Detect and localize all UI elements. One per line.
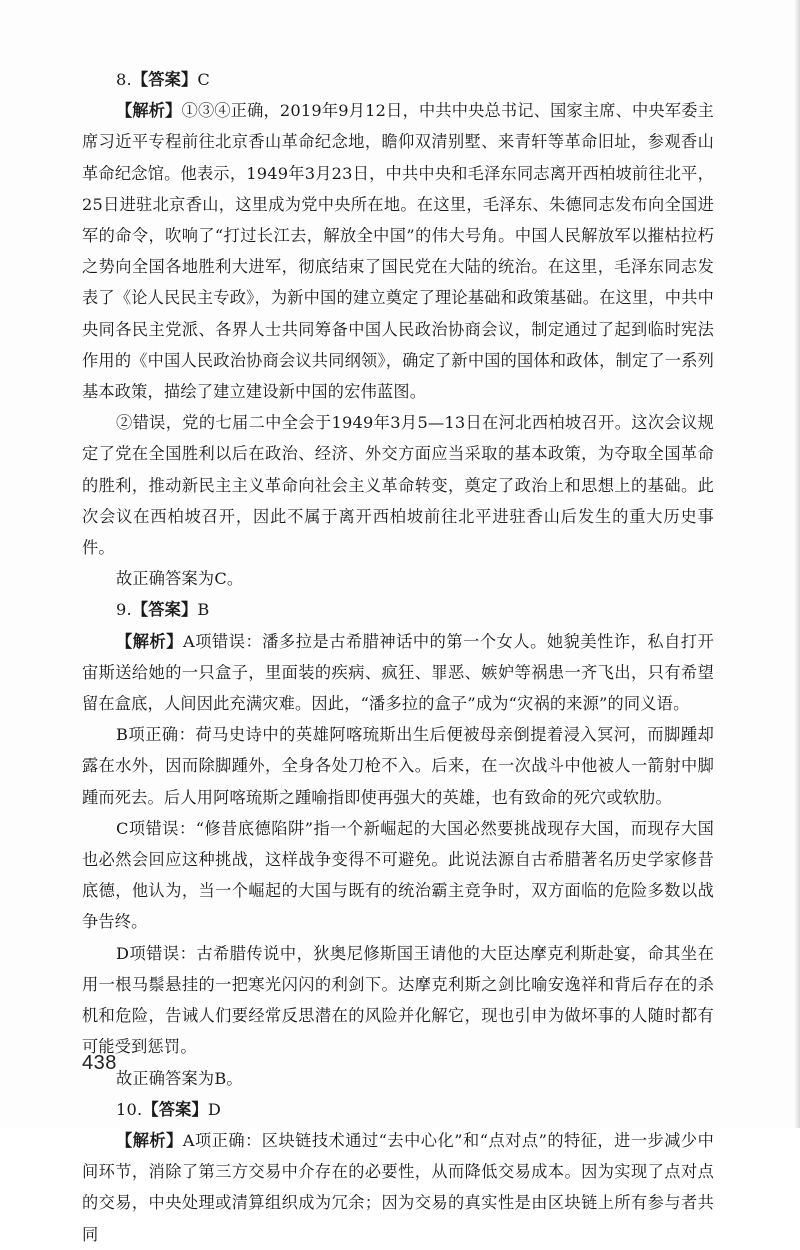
scan-edge-shadow — [794, 0, 800, 1128]
q8-number: 8. — [116, 70, 132, 89]
q9-answer-tag: 【答案】 — [131, 600, 198, 620]
q10-option-a-text: A项正确：区块链技术通过“去中心化”和“点对点”的特征，进一步减少中间环节，消除了第三方交易中介存在的必要性，从而降低交易成本。因为实现了点对点的交易，中央处理或清算组织成为冗余；因为交易的真实性是由区块链上所有参与者共同 — [82, 1130, 714, 1244]
q10-answer: D — [207, 1099, 222, 1119]
q9-answer: B — [197, 600, 210, 620]
q9-option-a-text: A项错误：潘多拉是古希腊神话中的第一个女人。她貌美性诈，私自打开宙斯送给她的一只盒子，里面装的疾病、疯狂、罪恶、嫉妒等祸患一齐飞出，只有希望留在盒底，人间因此充满灾难。因此，“潘多拉的盒子”成为“灾祸的来源”的同义语。 — [82, 631, 714, 714]
q8-analysis-p1 — [82, 95, 714, 407]
q8-answer-line — [82, 64, 714, 95]
q9-answer-line — [82, 594, 714, 625]
answer-content — [82, 64, 714, 1250]
q10-analysis-a — [82, 1125, 714, 1250]
q8-analysis-text-1: ①③④正确，2019年9月12日，中共中央总书记、国家主席、中央军委主席习近平专程前往北京香山革命纪念地，瞻仰双清别墅、来青轩等革命旧址，参观香山革命纪念馆。他表示，1949年3月23日，中共中央和毛泽东同志离开西柏坡前往北平，25日进驻北京香山，这里成为党中央所在地。在这里，毛泽东、朱德同志发布向全国进军的命令，吹响了“打过长江去，解放全中国”的伟大号角。中国人民解放军以摧枯拉朽之势向全国各地胜利大进军，彻底结束了国民党在大陆的统治。在这里，毛泽东同志发表了《论人民民主专政》，为新中国的建立奠定了理论基础和政策基础。在这里，中共中央同各民主党派、各界人士共同筹备中国人民政治协商会议，制定通过了起到临时宪法作用的《中国人民政治协商会议共同纲领》，确定了新中国的国体和政体，制定了一系列基本政策，描绘了建立建设新中国的宏伟蓝图。 — [82, 101, 714, 402]
q9-analysis-tag: 【解析】 — [116, 631, 183, 651]
q8-analysis-tag: 【解析】 — [116, 101, 182, 121]
q8-conclusion: 故正确答案为C。 — [116, 569, 244, 589]
q9-number: 9. — [116, 600, 132, 620]
q10-analysis-tag: 【解析】 — [116, 1130, 183, 1150]
q8-answer-tag: 【答案】 — [131, 70, 198, 89]
q10-number: 10. — [116, 1099, 143, 1119]
q9-analysis-d: D项错误：古希腊传说中，狄奥尼修斯国王请他的大臣达摩克利斯赴宴，命其坐在用一根马鬃悬挂的一把寒光闪闪的利剑下。达摩克利斯之剑比喻安逸祥和背后存在的杀机和危险，告诫人们要经常反思潜在的风险并化解它，现也引申为做坏事的人随时都有可能受到惩罚。 — [82, 943, 714, 1057]
q9-conclusion: 故正确答案为B。 — [116, 1068, 243, 1088]
q9-analysis-a — [82, 626, 714, 720]
q8-answer: C — [197, 70, 211, 89]
q9-analysis-b: B项正确：荷马史诗中的英雄阿喀琉斯出生后便被母亲倒提着浸入冥河，而脚踵却露在水外，因而除脚踵外，全身各处刀枪不入。后来，在一次战斗中他被人一箭射中脚踵而死去。后人用阿喀琉斯之踵喻指即使再强大的英雄，也有致命的死穴或软肋。 — [82, 725, 714, 807]
q10-answer-line — [82, 1094, 714, 1125]
q8-analysis-p2: ②错误，党的七届二中全会于1949年3月5—13日在河北西柏坡召开。这次会议规定了党在全国胜利以后在政治、经济、外交方面应当采取的基本政策，为夺取全国革命的胜利，推动新民主主义革命向社会主义革命转变，奠定了政治上和思想上的基础。此次会议在西柏坡召开，因此不属于离开西柏坡前往北平进驻香山后发生的重大历史事件。 — [82, 413, 714, 558]
page-number: 438 — [82, 1052, 117, 1074]
q10-answer-tag: 【答案】 — [142, 1099, 208, 1119]
q9-analysis-c: C项错误：“修昔底德陷阱”指一个新崛起的大国必然要挑战现存大国，而现存大国也必然会回应这种挑战，这样战争变得不可避免。此说法源自古希腊著名历史学家修昔底德，他认为，当一个崛起的大国与既有的统治霸主竞争时，双方面临的危险多数以战争告终。 — [82, 818, 714, 932]
